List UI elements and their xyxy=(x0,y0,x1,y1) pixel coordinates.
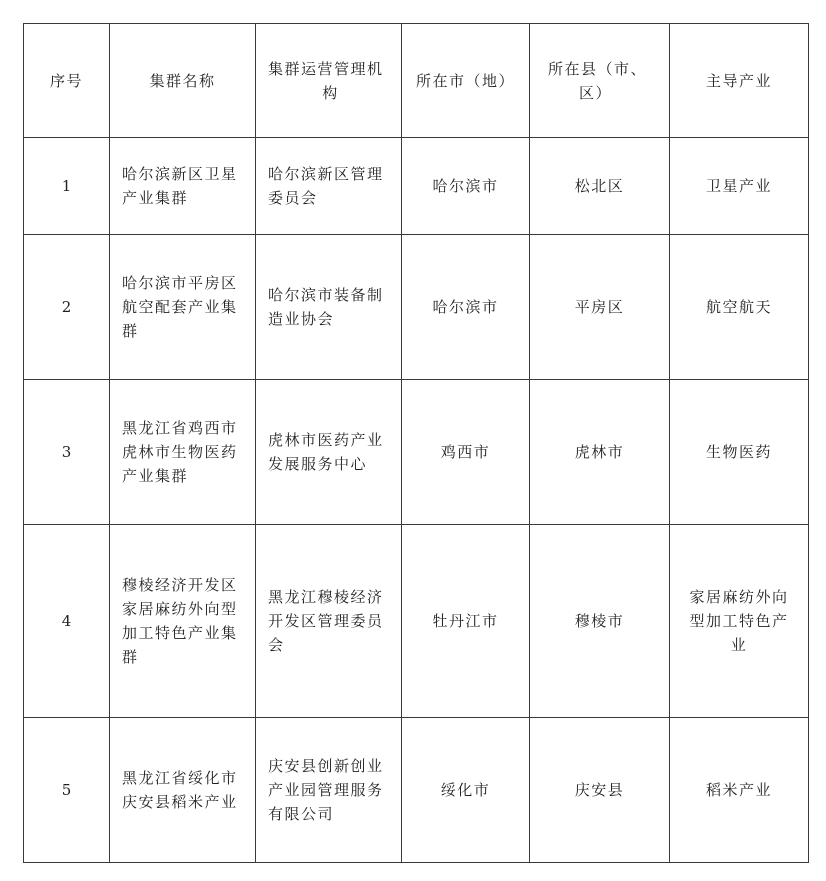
row-city: 哈尔滨市 xyxy=(402,235,530,380)
row-index: 1 xyxy=(24,138,110,235)
row-cluster-name: 穆棱经济开发区家居麻纺外向型加工特色产业集群 xyxy=(110,525,256,718)
row-city: 鸡西市 xyxy=(402,380,530,525)
header-index: 序号 xyxy=(24,24,110,138)
row-operator: 庆安县创新创业产业园管理服务有限公司 xyxy=(256,718,402,863)
table-row xyxy=(24,718,809,863)
row-industry: 稻米产业 xyxy=(670,718,809,863)
row-operator: 哈尔滨新区管理委员会 xyxy=(256,138,402,235)
header-operator-line1: 集群运营管理机 xyxy=(268,59,384,78)
row-city: 绥化市 xyxy=(402,718,530,863)
header-county xyxy=(530,24,670,138)
row-city: 牡丹江市 xyxy=(402,525,530,718)
cluster-table xyxy=(23,23,809,863)
row-city: 哈尔滨市 xyxy=(402,138,530,235)
row-county: 松北区 xyxy=(530,138,670,235)
row-county: 虎林市 xyxy=(530,380,670,525)
row-operator: 虎林市医药产业发展服务中心 xyxy=(256,380,402,525)
table-row xyxy=(24,138,809,235)
header-operator xyxy=(256,24,402,138)
row-operator: 黑龙江穆棱经济开发区管理委员会 xyxy=(256,525,402,718)
row-operator: 哈尔滨市装备制造业协会 xyxy=(256,235,402,380)
row-industry: 航空航天 xyxy=(670,235,809,380)
row-cluster-name: 黑龙江省绥化市庆安县稻米产业 xyxy=(110,718,256,863)
row-cluster-name: 哈尔滨新区卫星产业集群 xyxy=(110,138,256,235)
header-operator-line2: 构 xyxy=(322,83,339,102)
row-cluster-name: 黑龙江省鸡西市虎林市生物医药产业集群 xyxy=(110,380,256,525)
row-industry: 生物医药 xyxy=(670,380,809,525)
row-county: 平房区 xyxy=(530,235,670,380)
table-row xyxy=(24,525,809,718)
header-county-line2: 区） xyxy=(578,83,612,102)
header-cluster-name: 集群名称 xyxy=(110,24,256,138)
row-index: 4 xyxy=(24,525,110,718)
row-industry: 家居麻纺外向型加工特色产业 xyxy=(670,525,809,718)
row-cluster-name: 哈尔滨市平房区航空配套产业集群 xyxy=(110,235,256,380)
row-county: 庆安县 xyxy=(530,718,670,863)
header-industry: 主导产业 xyxy=(670,24,809,138)
header-city: 所在市（地） xyxy=(402,24,530,138)
table-row xyxy=(24,235,809,380)
row-index: 2 xyxy=(24,235,110,380)
row-county: 穆棱市 xyxy=(530,525,670,718)
table-row xyxy=(24,380,809,525)
row-index: 5 xyxy=(24,718,110,863)
row-index: 3 xyxy=(24,380,110,525)
table-header-row xyxy=(24,24,809,138)
row-industry: 卫星产业 xyxy=(670,138,809,235)
header-county-line1: 所在县（市、 xyxy=(548,59,648,78)
